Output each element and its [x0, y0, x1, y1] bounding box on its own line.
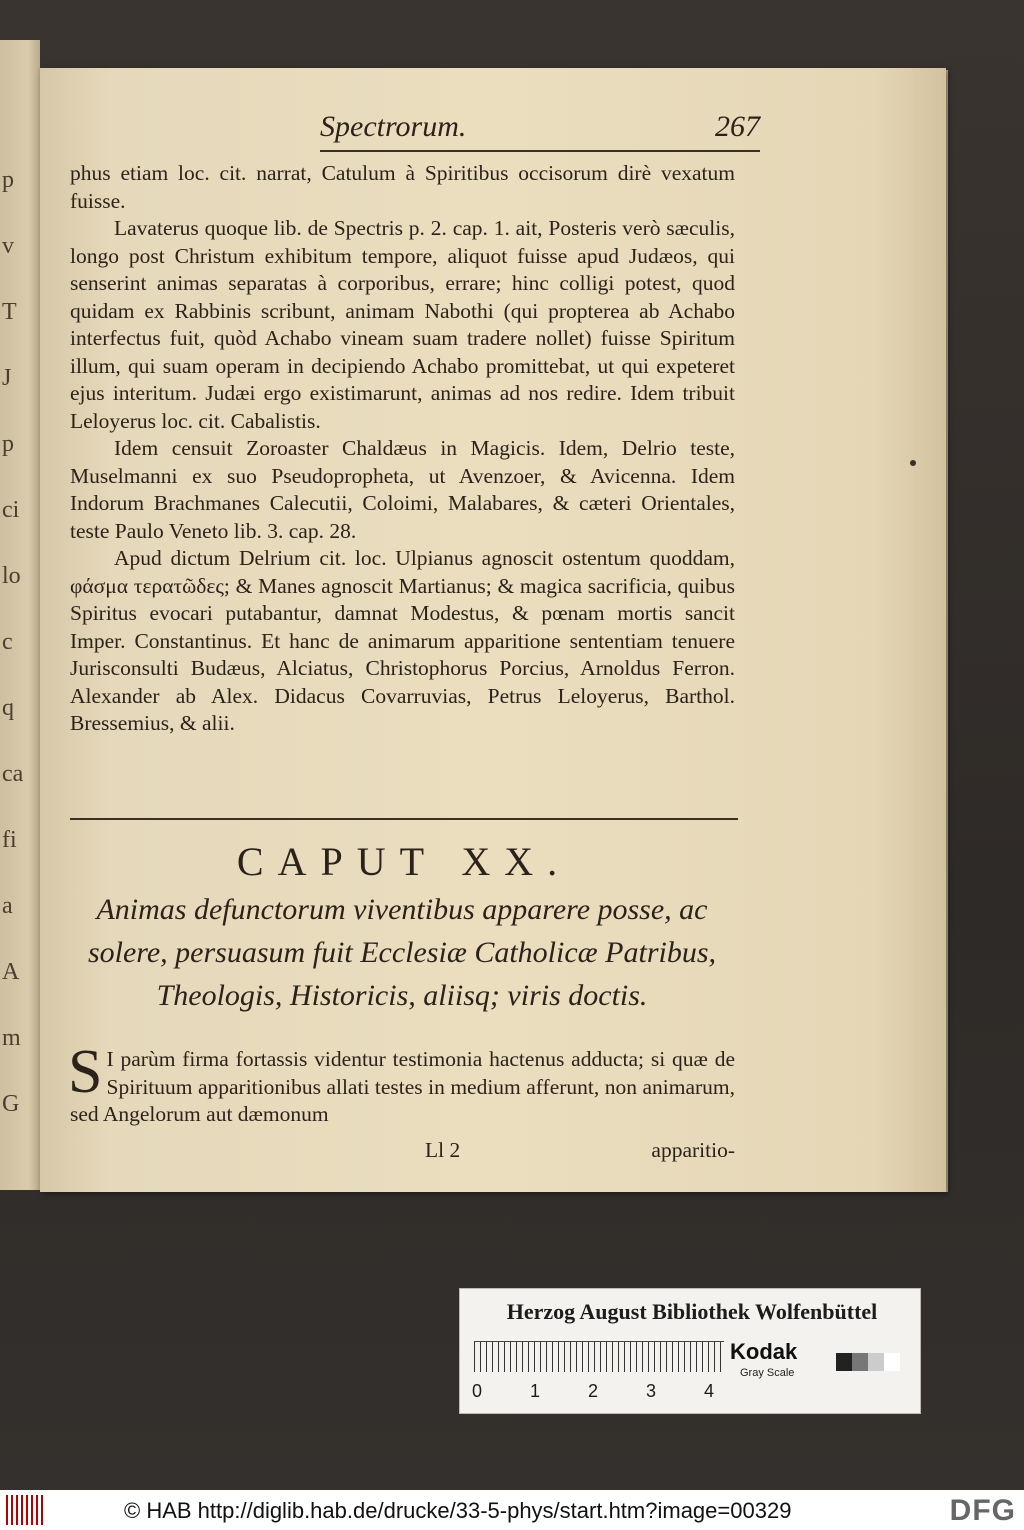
paragraph-3: Idem censuit Zoroaster Chaldæus in Magicis. Idem, Delrio teste, Muselmanni ex suo Pseudopropheta, ut Avenzoer, & Avicenna. Idem Indorum Brachmanes Calecutii, Coloimi, Malabares, & cæteri Orientales, teste Paulo Veneto lib. 3. cap. 28. — [70, 436, 735, 543]
facing-page-fragment: p — [2, 167, 14, 193]
chapter-title: Animas defunctorum viventibus apparere posse, ac solere, persuasum fuit Ecclesiæ Catholicæ Patribus, Theologis, Historicis, aliisq; viris doctis. — [87, 893, 717, 1012]
facing-page-fragment: lo — [2, 563, 21, 589]
paragraph-4: Apud dictum Delrium cit. loc. Ulpianus agnoscit ostentum quoddam, φάσμα τερατῶδες; & Manes agnoscit Martianus; & magica sacrificia, quibus Spiritus evocari putabantur, damnat Modestus, & pœnam mortis sancit Imper. Constantinus. Et hanc de animarum apparitione sententiam tenuere Jurisconsulti Budæus, Alciatus, Christophorus Porcius, Arnoldus Ferron. Alexander ab Alex. Didacus Covarruvias, Petrus Leloyerus, Barthol. Bressemius, & alii. — [70, 546, 735, 735]
measurement-ruler — [474, 1341, 724, 1372]
drop-cap: S — [68, 1038, 103, 1106]
gray-swatch — [868, 1353, 884, 1371]
paragraph-2: Lavaterus quoque lib. de Spectris p. 2. cap. 1. ait, Posteris verò sæculis, longo post Christum exhibitum tempore, aliquot fuisse apud Judæos, qui senserint animas separatas à corporibus, errare; hinc colligi potest, quod quidam ex Rabbinis scribunt, animam Nabothi (qui propterea ab Achabo interfectus fuit, quòd Achabo vineam suam tradere nollet) fuisse Spiritum illum, qui suam operam in decipiendo Achabo promittebat, ut qui expeteret ejus interitum. Judæi ergo existimarunt, animas ad nos redire. Idem tribuit Leloyerus loc. cit. Cabalistis. — [70, 216, 735, 433]
facing-page-fragment: c — [2, 629, 13, 655]
page-body — [70, 160, 735, 738]
copyright-link[interactable]: © HAB http://diglib.hab.de/drucke/33-5-phys/start.htm?image=00329 — [124, 1498, 792, 1523]
color-calibration-card — [459, 1288, 921, 1414]
page-footer — [70, 1138, 735, 1166]
facing-page-fragment: J — [2, 365, 12, 391]
facing-page-fragment: T — [2, 299, 17, 325]
facing-page-edge — [0, 40, 40, 1190]
chapter-body-text: I parùm firma fortassis videntur testimonia hactenus adducta; si quæ de Spirituum apparitionibus allati testes in medium afferunt, non animarum, sed Angelorum aut dæmonum — [70, 1047, 735, 1126]
facing-page-fragment: a — [2, 893, 13, 919]
facing-page-fragment: ca — [2, 761, 24, 787]
facing-page-fragment: m — [2, 1025, 21, 1051]
facing-page-fragment: G — [2, 1091, 20, 1117]
catchword: apparitio- — [651, 1138, 735, 1162]
chapter-body — [68, 1038, 735, 1129]
gray-swatches — [836, 1353, 900, 1371]
page-number: 267 — [715, 110, 760, 143]
facing-page-fragment: fi — [2, 827, 17, 853]
section-rule — [70, 818, 738, 820]
facing-page-fragment: ci — [2, 497, 20, 523]
gray-swatch — [884, 1353, 900, 1371]
facing-page-fragment: A — [2, 959, 20, 985]
library-name: Herzog August Bibliothek Wolfenbüttel — [506, 1299, 878, 1324]
gray-scale-label: Gray Scale — [740, 1367, 795, 1379]
dfg-logo: DFG — [949, 1494, 1016, 1527]
gray-swatch — [852, 1353, 868, 1371]
running-head-title: Spectrorum. — [320, 110, 467, 143]
chapter-heading: CAPUT XX. — [236, 839, 572, 884]
ruler-number: 2 — [588, 1381, 599, 1401]
running-head — [320, 110, 760, 152]
ruler-number: 0 — [472, 1381, 483, 1401]
facing-page-fragment: v — [2, 233, 14, 259]
kodak-logo: Kodak — [730, 1339, 798, 1364]
paragraph-1: phus etiam loc. cit. narrat, Catulum à Spiritibus occisorum dirè vexatum fuisse. — [70, 161, 735, 213]
ruler-number: 4 — [704, 1381, 715, 1401]
hab-logo-icon — [6, 1495, 46, 1525]
ink-speck — [910, 460, 916, 466]
ruler-number: 3 — [646, 1381, 657, 1401]
gray-swatch — [836, 1353, 852, 1371]
facing-page-fragment: p — [2, 431, 14, 457]
facing-page-fragment: q — [2, 695, 14, 721]
signature-mark: Ll 2 — [425, 1138, 461, 1162]
ruler-number: 1 — [530, 1381, 541, 1401]
ruler-numbers — [468, 1381, 728, 1401]
viewer-footer-bar — [0, 1490, 1024, 1530]
